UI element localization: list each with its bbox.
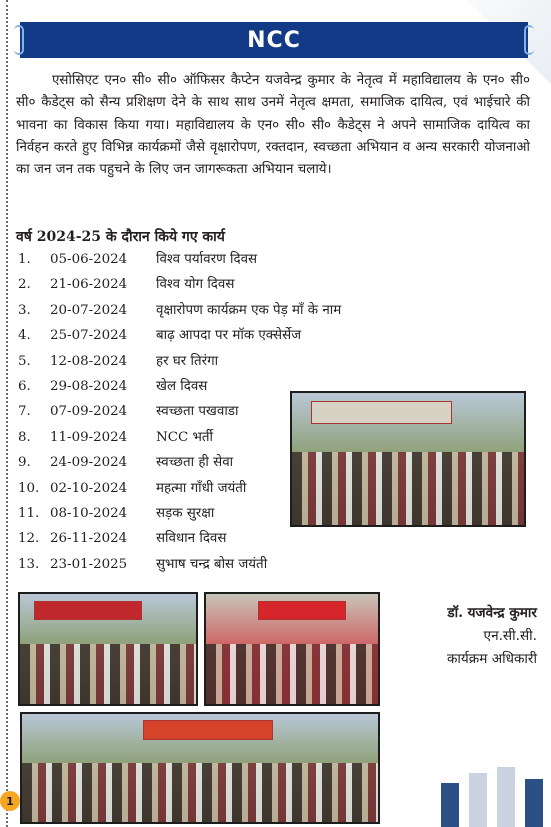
photo-banner [258,601,346,621]
item-number: 5. [18,353,31,369]
deco-bar [497,767,515,827]
signatory-name: डॉ. यजवेन्द्र कुमार [447,605,537,621]
item-date: 23-01-2025 [50,556,128,572]
item-date: 08-10-2024 [50,505,128,521]
activities-heading: वर्ष 2024-25 के दौरान किये गए कार्य [16,229,225,245]
item-date: 24-09-2024 [50,455,128,471]
item-number: 2. [18,277,31,293]
item-date: 29-08-2024 [50,378,128,394]
photo-people [292,452,524,525]
item-date: 05-06-2024 [50,252,128,267]
deco-bar [441,783,459,827]
item-event: विश्व योग दिवस [156,277,235,293]
photo-people [20,644,196,705]
item-date: 20-07-2024 [50,302,128,318]
intro-paragraph: एसोसिएट एन० सी० सी० ऑफिसर कैप्टेन यजवेन्द्र कुमार के नेतृत्व में महाविद्यालय के एन० सी० सी० कैडेट्स को सैन्य प्रशिक्षण देने के साथ साथ उनमें नेतृत्व क्षमता, समाजिक दायित्व, एवं भाईचारे की भावना का विकास किया गया। महाविद्यालय के एन० सी० सी० कैडेट्स ने अपने सामाजिक दायित्व का निर्वहन करते हुए विभिन्न कार्यक्रमों जैसे वृक्षारोपण, रक्तदान, स्वच्छता अभियान व अन्य सरकारी योजनाओ का जन जन तक पहुचने के लिए जन जागरूकता अभियान चलाये। [16,73,530,178]
item-date: 25-07-2024 [50,328,128,344]
photo-people [206,644,378,705]
photo-banner [311,401,452,424]
item-event: विश्व पर्यावरण दिवस [156,252,258,267]
item-number: 6. [18,378,31,394]
item-number: 3. [18,302,31,318]
page-title: NCC [247,27,301,53]
item-event: स्वच्छता ही सेवा [156,455,234,471]
signatory-designation: कार्यक्रम अधिकारी [446,651,537,667]
item-event: हर घर तिरंगा [156,353,219,369]
item-event: खेल दिवस [156,378,208,394]
item-date: 21-06-2024 [50,277,128,293]
item-number: 7. [18,404,31,420]
item-number: 13. [18,556,40,572]
item-event: सुभाष चन्द्र बोस जयंती [156,556,268,572]
item-number: 10. [18,480,40,496]
deco-bar [525,779,543,827]
list-item [18,552,398,577]
item-event: NCC भर्ती [156,429,213,445]
photo-banner [143,720,273,739]
photo-felicitation [18,592,198,706]
item-date: 26-11-2024 [50,531,128,547]
item-event: सड़क सुरक्षा [156,505,215,521]
left-dotted-border [6,0,8,827]
list-item [18,349,398,374]
signatory-unit: एन.सी.सी. [483,628,537,644]
item-number: 1. [18,252,31,267]
photo-banner [34,601,142,621]
list-item [18,272,398,297]
page-number: 1 [0,791,20,811]
item-number: 9. [18,455,31,471]
item-event: महत्मा गाँधी जयंती [156,480,247,496]
item-event: वृक्षारोपण कार्यक्रम एक पेड़ माँ के नाम [156,302,342,318]
signature-block [447,602,537,671]
list-item [18,323,398,348]
item-number: 8. [18,429,31,445]
item-date: 11-09-2024 [50,429,128,445]
item-number: 11. [18,505,40,521]
photo-cadets-group [20,712,380,824]
item-event: बाढ़ आपदा पर मॉक एक्सेर्सेज [156,328,302,344]
item-date: 02-10-2024 [50,480,128,496]
photo-people [22,763,378,822]
item-number: 12. [18,531,40,547]
item-number: 4. [18,328,31,344]
deco-bar [469,773,487,827]
item-event: सविधान दिवस [156,531,227,547]
section-banner [20,22,528,58]
list-item [18,247,398,272]
item-date: 07-09-2024 [50,404,128,420]
corner-bars-decoration [441,767,551,827]
item-event: स्वच्छता पखवाडा [156,404,239,420]
photo-yoga-day [204,592,380,706]
group-photo-plantation [290,391,526,527]
list-item [18,298,398,323]
item-date: 12-08-2024 [50,353,128,369]
list-item [18,526,398,551]
